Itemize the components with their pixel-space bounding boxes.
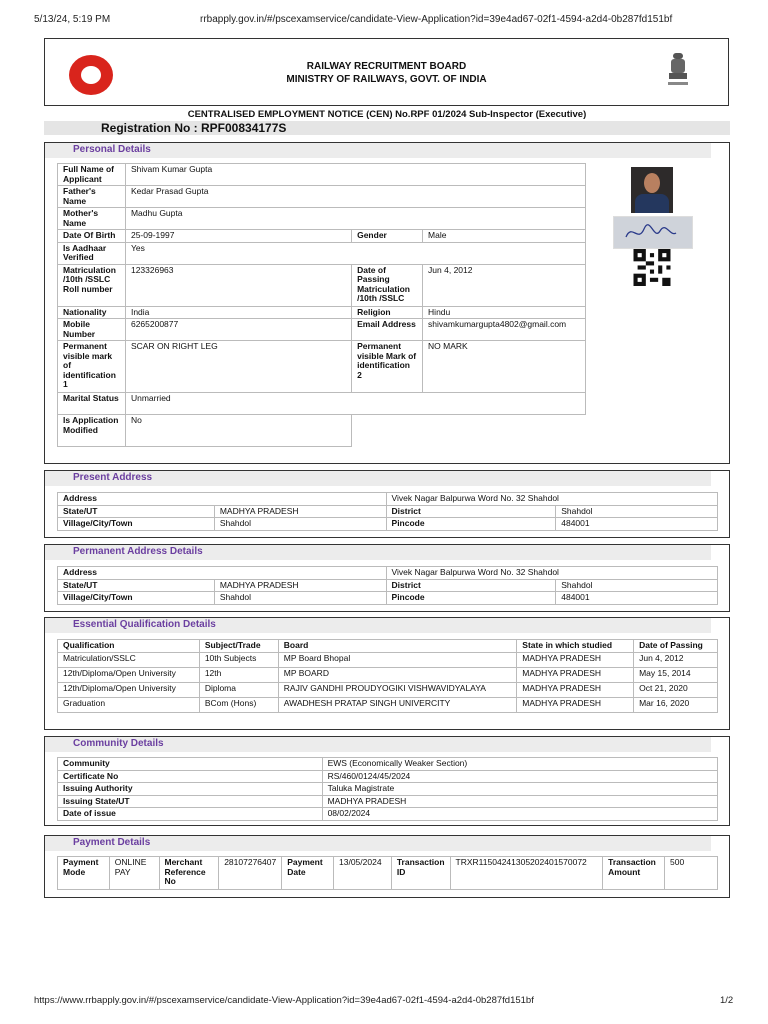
cell: MADHYA PRADESH [517, 698, 634, 713]
present-village-value: Shahdol [214, 518, 386, 531]
qualification-table [57, 639, 718, 713]
label: Permanent visible mark of identification 1 [58, 341, 126, 393]
aadhaar-value: Yes [125, 242, 585, 264]
community-value: EWS (Economically Weaker Section) [322, 758, 717, 771]
present-address-value: Vivek Nagar Balpurwa Word No. 32 Shahdol [386, 493, 717, 506]
label: Village/City/Town [58, 592, 215, 605]
national-emblem-icon [666, 51, 690, 91]
permanent-district-value: Shahdol [556, 579, 718, 592]
column-header: Subject/Trade [199, 640, 278, 653]
section-title: Essential Qualification Details [73, 619, 216, 630]
label: Mother's Name [58, 208, 126, 230]
cen-title: CENTRALISED EMPLOYMENT NOTICE (CEN) No.RPF 01/2024 Sub-Inspector (Executive) [187, 109, 587, 120]
label: Payment Mode [58, 857, 110, 890]
cell: MADHYA PRADESH [517, 683, 634, 698]
table-row [58, 653, 718, 668]
section-title: Payment Details [73, 837, 151, 848]
nationality-value: India [125, 306, 351, 319]
cell: MP Board Bhopal [278, 653, 517, 668]
section-title: Personal Details [73, 144, 151, 155]
label: State/UT [58, 505, 215, 518]
board-header [44, 38, 729, 106]
cell: May 15, 2014 [634, 668, 718, 683]
cell: Diploma [199, 683, 278, 698]
label: Issuing State/UT [58, 795, 323, 808]
community-table [57, 757, 718, 821]
label: Pincode [386, 518, 556, 531]
label: Mobile Number [58, 319, 126, 341]
candidate-signature [613, 216, 693, 249]
candidate-photo [631, 167, 673, 213]
label: Is Aadhaar Verified [58, 242, 126, 264]
label: Address [58, 567, 387, 580]
registration-bar [44, 121, 730, 135]
label: Village/City/Town [58, 518, 215, 531]
print-datetime: 5/13/24, 5:19 PM [34, 14, 111, 25]
religion-value: Hindu [423, 306, 586, 319]
cell: MADHYA PRADESH [517, 653, 634, 668]
cell: Graduation [58, 698, 200, 713]
mobile-value: 6265200877 [125, 319, 351, 341]
mother-name-value: Madhu Gupta [125, 208, 585, 230]
column-header: State in which studied [517, 640, 634, 653]
label: Marital Status [58, 393, 126, 415]
label: District [386, 579, 556, 592]
label: Date Of Birth [58, 230, 126, 243]
cell: RAJIV GANDHI PROUDYOGIKI VISHWAVIDYALAYA [278, 683, 517, 698]
board-title: RAILWAY RECRUITMENT BOARD [306, 61, 467, 72]
label: Certificate No [58, 770, 323, 783]
personal-details-table [57, 163, 586, 447]
full-name-value: Shivam Kumar Gupta [125, 164, 585, 186]
cell: Oct 21, 2020 [634, 683, 718, 698]
cell: Jun 4, 2012 [634, 653, 718, 668]
label: Payment Date [282, 857, 334, 890]
label: Transaction ID [391, 857, 450, 890]
present-district-value: Shahdol [556, 505, 718, 518]
payment-table [57, 856, 718, 890]
label: Date of issue [58, 808, 323, 821]
permanent-village-value: Shahdol [214, 592, 386, 605]
ministry-title: MINISTRY OF RAILWAYS, GOVT. OF INDIA [286, 74, 487, 85]
issue-date-value: 08/02/2024 [322, 808, 717, 821]
transaction-amount-value: 500 [665, 857, 718, 890]
print-url: rrbapply.gov.in/#/pscexamservice/candidate-View-Application?id=39e4ad67-02f1-4594-a2d4-0b287fd151bf [200, 14, 673, 25]
present-state-value: MADHYA PRADESH [214, 505, 386, 518]
registration-number: Registration No : RPF00834177S [101, 121, 287, 135]
father-name-value: Kedar Prasad Gupta [125, 186, 585, 208]
label: Full Name of Applicant [58, 164, 126, 186]
cell: Mar 16, 2020 [634, 698, 718, 713]
cell: 12th/Diploma/Open University [58, 668, 200, 683]
permanent-address-table [57, 566, 718, 605]
label: Date of Passing Matriculation /10th /SSLC [352, 264, 423, 306]
column-header: Qualification [58, 640, 200, 653]
cell: BCom (Hons) [199, 698, 278, 713]
label: Matriculation /10th /SSLC Roll number [58, 264, 126, 306]
matric-roll-value: 123326963 [125, 264, 351, 306]
modified-value: No [125, 415, 351, 447]
certificate-value: RS/460/0124/45/2024 [322, 770, 717, 783]
issuing-state-value: MADHYA PRADESH [322, 795, 717, 808]
present-address-table [57, 492, 718, 531]
dob-value: 25-09-1997 [125, 230, 351, 243]
cell: 12th [199, 668, 278, 683]
cell: 12th/Diploma/Open University [58, 683, 200, 698]
label: Issuing Authority [58, 783, 323, 796]
permanent-state-value: MADHYA PRADESH [214, 579, 386, 592]
cell: AWADHESH PRATAP SINGH UNIVERCITY [278, 698, 517, 713]
present-pincode-value: 484001 [556, 518, 718, 531]
table-row [58, 698, 718, 713]
cell: MADHYA PRADESH [517, 668, 634, 683]
column-header: Board [278, 640, 517, 653]
print-page-number: 1/2 [720, 995, 734, 1006]
mark2-value: NO MARK [423, 341, 586, 393]
label: Transaction Amount [603, 857, 665, 890]
section-title: Permanent Address Details [73, 546, 203, 557]
payment-date-value: 13/05/2024 [334, 857, 392, 890]
label: Community [58, 758, 323, 771]
print-footer-url: https://www.rrbapply.gov.in/#/pscexamservice/candidate-View-Application?id=39e4ad67-02f1-4594-a2d4-0b287fd151bf [34, 995, 534, 1006]
merchant-ref-value: 28107276407 [219, 857, 282, 890]
mark1-value: SCAR ON RIGHT LEG [125, 341, 351, 393]
label: Merchant Reference No [159, 857, 219, 890]
label: District [386, 505, 556, 518]
label: Gender [352, 230, 423, 243]
table-row [58, 668, 718, 683]
cell: MP BOARD [278, 668, 517, 683]
label: Nationality [58, 306, 126, 319]
section-title: Community Details [73, 738, 164, 749]
permanent-address-value: Vivek Nagar Balpurwa Word No. 32 Shahdol [386, 567, 717, 580]
table-row [58, 683, 718, 698]
permanent-pincode-value: 484001 [556, 592, 718, 605]
cell: Matriculation/SSLC [58, 653, 200, 668]
label: Pincode [386, 592, 556, 605]
column-header: Date of Passing [634, 640, 718, 653]
label: Permanent visible Mark of identification 2 [352, 341, 423, 393]
qr-code-icon [633, 249, 671, 286]
transaction-id-value: TRXR11504241305202401570072 [450, 857, 603, 890]
label: Email Address [352, 319, 423, 341]
matric-date-value: Jun 4, 2012 [423, 264, 586, 306]
label: Is Application Modified [58, 415, 126, 447]
gender-value: Male [423, 230, 586, 243]
section-title: Present Address [73, 472, 153, 483]
email-value: shivamkumargupta4802@gmail.com [423, 319, 586, 341]
cell: 10th Subjects [199, 653, 278, 668]
label: State/UT [58, 579, 215, 592]
marital-value: Unmarried [125, 393, 585, 415]
label: Address [58, 493, 387, 506]
label: Father's Name [58, 186, 126, 208]
payment-mode-value: ONLINE PAY [109, 857, 159, 890]
label: Religion [352, 306, 423, 319]
authority-value: Taluka Magistrate [322, 783, 717, 796]
